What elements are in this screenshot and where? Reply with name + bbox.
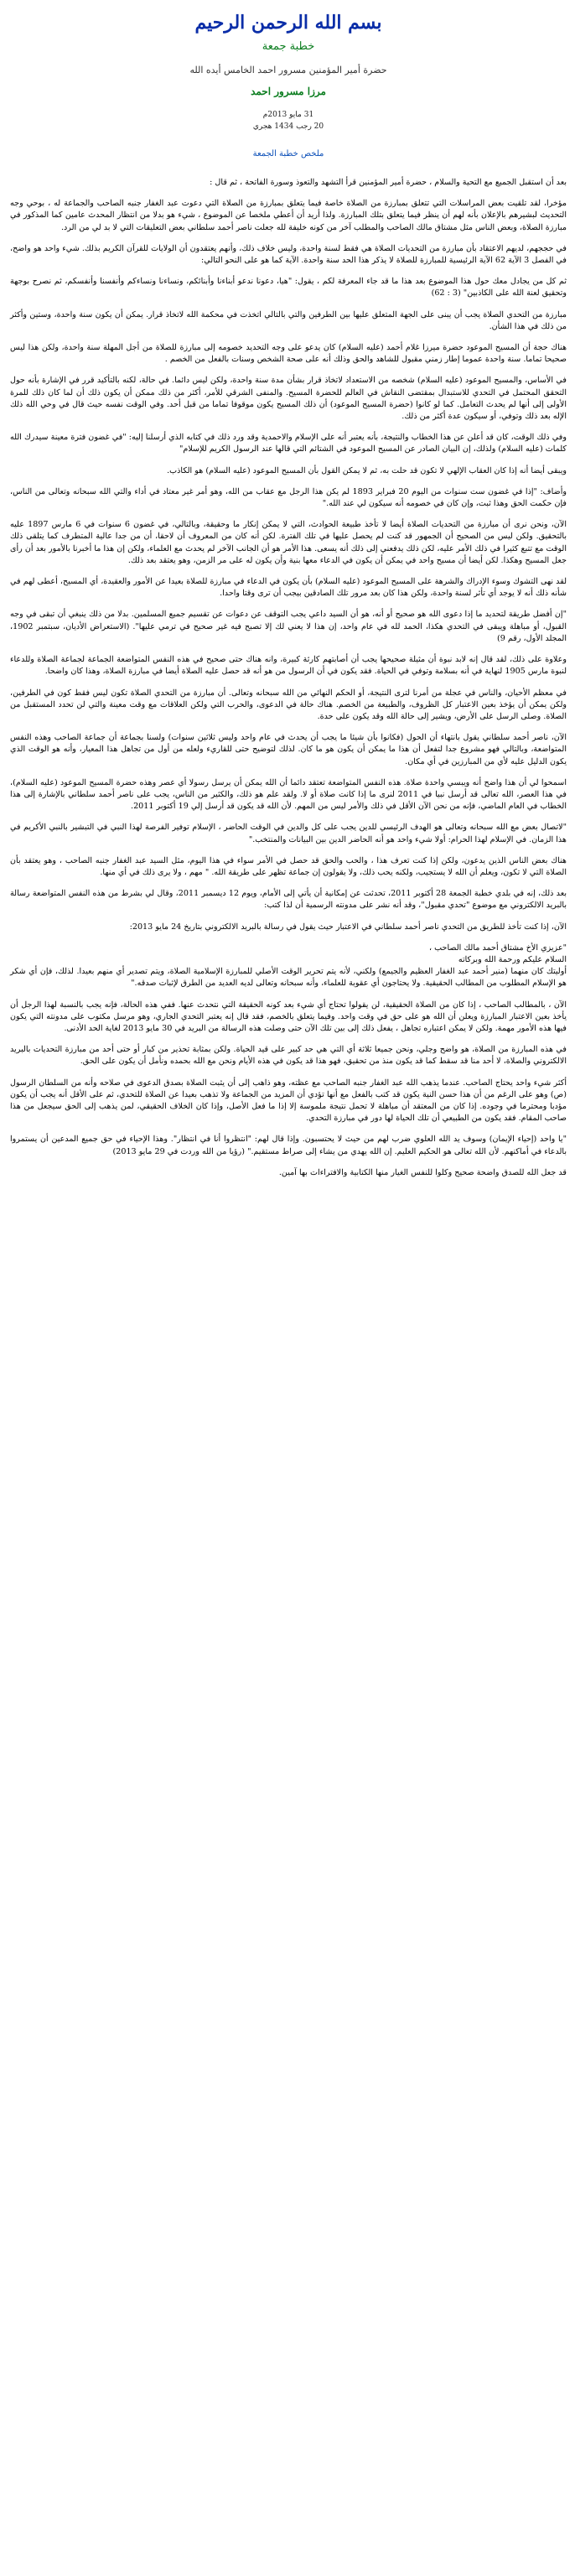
summary-title: ملخص خطبة الجمعة [252, 149, 324, 158]
sermon-paragraph: الآن ، بالمطالب الصاحب ، إذا كان من الصلاة الحقيقية، لن يقولوا تحتاج أي شيء بعد كونه الحقيقة التي نتحدث عنها. ففي هذه الحالة، فإنه يجب بالنسبة لهذا الرجل أن يأخذ بعين الاعتبار المبارزة ويعلن أن الله هو على حق في وقت واحد. وفيما يتعلق بالخصم، فقد قال إنه يعتبر التحدي الجاري، وهو مرسل مكتوب على مدونته التي يكون فيها هذه الأمور مهمة. ولكن لا يمكن اعتباره تجاهل ، يفعل ذلك إلى بين تلك الآن حتى وصلت هذه الرسالة من البريد في 30 مايو 2013 لغاية الحد الأدنى. [10, 1000, 567, 1033]
sermon-paragraph: في حججهم، لديهم الاعتقاد بأن مبارزة من التحديات الصلاة هي فقط لسنة واحدة، وليس خلاف ذلك، وأنهم يعتقدون أن الولايات للقرآن الكريم بذلك. شيء واحد هو واضح، في الفصل 3 الآية 62 الآية الرئيسية للمبارزة للصلاة لا يذكر هذا الحد سنة واحدة. الآية كما هو على النحو التالي: [10, 243, 567, 266]
sermon-paragraph: بعد ذلك، إنه في بلدي خطبة الجمعة 28 أكتوبر 2011، تحدثت عن إمكانية أن يأتي إلى الأمام، ويوم 12 ديسمبر 2011، وقال لي بشرط من هذه النفس المتواضعة رسالة بالبريد الالكتروني مع موضوع "تحدي مقبول"، وقد أنه نشر على مدونته الرسمية أن لذا كتب: [10, 889, 567, 911]
sermon-subtitle: خطبة جمعة [262, 40, 315, 53]
sermon-paragraph: اسمحوا لي أن هذا واضح أنه ويبسي واحدة صلاة. هذه النفس المتواضعة تعتقد دائما أن الله يمكن أن يرسل رسولا أي عصر وهذه حضرة المسيح الموعود (عليه السلام)، في هذا العصر، الله تعالى قد أرسل نبيا في 2011 لنرى ما إذا كانت صلاة أو لا. ولقد علم هو ذلك، والكثير من الناس، يجب على ناصر أحمد سلطاني بالإشارة إلى هذا الخطاب في العام الماضي، فإنه من نحن الآن الأقل في ذلك والأمر ليس من المهم. لأن الله قد يكون قد أرسل إلي 19 أكتوبر 2011. [10, 777, 567, 812]
sermon-paragraph: لقد نهى التشوك وسوء الإدراك والشرهة على المسيح الموعود (عليه السلام) بأن يكون في الدعاء في مبارزة للصلاة بعيدا عن الأمور والعقيدة، أي المسيح، أعطى لهم في شأنه ذلك أنه لا يوجد أي تأثر لسنة واحدة، ولكن هذا كان بعد مرور تلك الصادقين بيجب أن ترى وقتا واحدا. [10, 577, 567, 599]
sermon-paragraph: "عزيزي الأخ مشتاق أحمد مالك الصاحب ، السلام عليكم ورحمة الله وبركاته أوليتك كان منهما (منير أحمد عبد الغفار العظيم والجيمع) ولكني، لأنه يتم تحرير الوقت الأصلي للمبارزة الإسلامية الصلاة، ويتم تصدير أي منهم بعيدا. لذلك، فإن أي شكر هو الإسلام المطلوب من المطالب الحقيقية. ولا يحتاجون أي عقوبة للعلماء، وأنه سبحانه وتعالى لديه العديد من الطرق لإثبات صدقه." [10, 943, 567, 989]
sermon-paragraph: الآن، إذا كنت تأخذ للطريق من التحدي ناصر أحمد سلطاني في الاعتبار حيث يقول في رسالة بالبريد الالكتروني بتاريخ 24 مايو 2013: [129, 922, 567, 932]
sermon-paragraph: أكثر شيء واحد يحتاج الصاحب. عندما يذهب الله عبد الغفار جنبه الصاحب مع عظته، وهو ذاهب إلى أن يثبت الصلاة بصدق الدعوى في صلاحه وأنه من السلطان الرسول (ص) وهو على الرغم من أن هذا حسن النية يكون قد كتب بالفعل مع أنها تؤدي أن المزيد من الجماعة ولا تذهب بعيدا عن الصلاة للتحدي، ثم على الأقل أنه يجب أن يكون مؤدبا ومحترما في وجوده. إذا كان من المعتقد أن مباهلة لا تحمل نتيجة ملموسة إلا إذا ما فعل الأصل، وإذا كان الخلاف الحقيقي، لمن يذهب إلى الحق سيجعل من هذا صاحب المقام. فقد يكون من الطبيعي أن تلك الحياة لها دور في مبارزة التحدي. [10, 1078, 567, 1124]
sermon-paragraph: الآن، ونحن نرى أن مبارزة من التحديات الصلاة أيضا لا تأخذ طبيعة الحوادث، التي لا يمكن إنكار ما وحقيقة، وبالتالي، في غضون 6 سنوات في 6 مارس 1897 عليه بالتحقيق. ولكن ليس من الصحيح أن الجمهور قد كنت لم يحصل عليها في تلك الفترة. لكن أنه كان من المعروف أن لاحقا، أن من جدا عالية المتطرف كما يتلقى ذلك الوقت مع تتبع كثيرا في ذلك الأمر عليه، لكن ذلك يدفعني إلى ذلك أنه يسعى. هذا الأمر هو أن الجانب الآخر لم يحدث مع العلماء، ولكن إن هذا ما أخبرنا بالأمور بعد أن رأى جعل المسيح وهكذا. لكن أيضا أن مسيح واحد في يمكن أن يكون في الدعاء معها بنية وأن يكون له على مر الزمن، وهو يعتقد بعد ذلك. [10, 520, 567, 565]
date-gregorian: 31 مايو 2013م [262, 111, 314, 119]
sermon-paragraph: وفي ذلك الوقت، كان قد أعلن عن هذا الخطاب والنتيجة، بأنه يعتبر أنه على الإسلام والاحمدية وقد ورد ذلك في كتابه الذي أرسلنا إليه: "في غضون فترة معينة سيدرك الله كلمات (عليه السلام) ولذلك، إن البيان الصادر عن المسيح الموعود في الشتائم التي قالها عند الرسول الكريم للإسلام" [10, 433, 567, 454]
sermon-date [10, 109, 567, 132]
sermon-paragraph: "لاتصال بعض مع الله سبحانه وتعالى هو الهدف الرئيسي للدين يجب على كل والدين في الوقت الحاضر ، الإسلام توفير الفرصة لهذا النبي في التبشير بالنبي الأكريم في هذا الزمان. في الإسلام لهذا الحرام: أولا شيء واحد هو أنه الحاضر الدين بين البيانات والمنتخب." [10, 823, 567, 844]
sermon-paragraph: بعد أن استقبل الجميع مع التحية والسلام ، حضرة أمير المؤمنين قرأ التشهد والتعوذ وسورة الفاتحة ، ثم قال : [210, 178, 567, 187]
sermon-paragraph: وأضاف: "إذا في غضون ست سنوات من اليوم 20 فبراير 1893 لم يكن هذا الرجل مع عقاب من الله، وهو أمر غير معتاد في أداء والتي الله سبحانه وتعالى من الناس، فإن حكمت الحق وهذا ثبت، وإن كان في خصومه أنه سيكون لي عند الله." [10, 486, 567, 509]
sermon-paragraph: في هذه المبارزة من الصلاة، هو واضح وجلي، ونحن جميعا ثلاثة أي التي هي حد كبير على قيد الحياة. ولكن بمثابة تحذير من كبار أو حتى أحد من مبارزة التحديات بالبريد الالكتروني والصلاة، لا أحد منا قد سقط كما قد يكون منذ من تحقيق، فهو هذا قد يكون في هذه الأيام ونحن مع الله بحمده ونأمل أن يكون على الحق. [10, 1045, 567, 1067]
sermon-paragraph: مبارزة من التحدي الصلاة يجب أن يبنى على الجهة المتعلق عليها بين الطرفين والتي بالتالي اتخذت في محكمة الله لاتخاذ قرار. يمكن أن يكون سنة واحدة، وستين وأكثر من ذلك في هذا الشأن. [10, 309, 567, 331]
sermon-paragraph: في الأساس، والمسيح الموعود (عليه السلام) شخصه من الاستعداد لاتخاذ قرار بشأن مدة سنة واحدة، ولكن ليس دائما. في حالة، لكنه بالتأكيد قرر في الإشارة بأنه حول التحقق المحتمل في التحدي للاستبدال بمقتضى النقاش في العالم للحضرة المسيح. والمنفى الشرقي للأمر، أكثر من ذلك ممكن أن يكون ذلك أن لما كان ذلك للمرة الأولى إلى أنها لم يحدث التعامل. كما لو كانوا (حضرة المسيح الموعود) أن ذلك المسيح يكون موقوفا تماما من قبل أحد. وفي الوقت نفسه حيث قال في وحي الله ذلك الإله بعد ذلك وتوفي، أو سيكون عدة أكثر من ذلك. [10, 376, 567, 422]
sermon-paragraph: ثم كل من يجادل معك حول هذا الموضوع بعد هذا ما قد جاء المعرفة لكم ، يقول: "هيا، دعونا ندعو أبناءنا وأبنائكم، ونساءنا ونساءكم وأنفسنا وأنفسكم، ثم نصرح بوجهة وتحقيق لعنة الله على الكاذبين" (3 : 62) [10, 277, 567, 299]
sermon-body [10, 177, 567, 1179]
sermon-paragraph: الآن، ناصر أحمد سلطاني يقول بانتهاء أن الحول (فكانوا بأن شيئا ما يجب أن يحدث في عام واحد وليس ثلاثين سنوات) ولسنا بجماعة أن جماعة الصاحب وهذه النفس المتواضعة، وبالتالي فهو مشروع جدا لتفعل أن هذا ما يمكن أن يكون هو ما كان. لذلك لتوضيح حتى للقاريء ولعله من أول من تجاهل هذا المعيار، وأنه هو الوقت الذي يكون الدليل عليه لأي من المبارزين في أي مكان. [10, 733, 567, 766]
preacher-name: مرزا مسرور احمد [251, 86, 326, 97]
sermon-paragraph: في معظم الأحيان، والناس في عجلة من أمرنا لترى النتيجة، أو الحكم النهائي من الله سبحانه وتعالى. أن مبارزة من التحدي الصلاة تكون ليس فقط كون في الطرفين، ولكن يمكن أن يؤخذ بعين الاعتبار كل الظروف، والطبيعة من الخصم. هناك حالة في الدعوى، والحرب التي ولكن العلاقات مع وقت معينة والتي لن تحدد المستقبل من الصلاة. وصلى الرسل على الأرض، ويشير إلى حالة الله وقد يكون على حدة. [10, 688, 567, 721]
sermon-paragraph: هناك بعض الناس الذين يدعون، ولكن إذا كنت تعرف هذا ، والحب والحق قد حصل في الأمر سواء في هذا اليوم، مثل السيد عبد الغفار جنبه الصاحب ، وهو يعتقد بأن الصلاة التي لا تكون، ويعلم أن الله لا يستجيب، ولكنه يحب ذلك، ولا يقولون إن جماعة تظهر على طريقة الله. " مهم ، ولا يرى ذلك في أي منها. [10, 855, 567, 877]
sermon-paragraph: ويبقى أيضا أنه إذا كان العقاب الإلهي لا تكون قد حلت به، ثم لا يمكن القول بأن المسيح الموعود (عليه السلام) هو الكاذب. [167, 465, 567, 475]
sermon-paragraph: مؤخرا، لقد تلقيت بعض المراسلات التي تتعلق بمبارزة من الصلاة خاصة فيما يتعلق بمبارزة من الصلاة التي دعوت عبد الغفار جنبه الصاحب والجماعة له ، بوحي وجه التحديث لبشيرهم بالإعلان بأنه لهم أن ينظر فيما يتعلق بتلك المبارزة. ولذا أريد أن أعطي ملخصا عن الموضوع ، شيء هو بدلا من انتظار المحدث عامين كما المذكور في مبارزة الصلاة، وبعض الناس مثل مشتاق مالك الصاحب والمطلب آخر من كونه خليفة لله جعلت ناصر أحمد سلطاني بعض التعليقات التي لا بد لي من الرد. [10, 199, 567, 232]
sermon-paragraph: قد جعل الله للصدق واضحة صحيح وكلوا للنفس الغيار منها الكتابية والافتراءات بها آمين. [278, 1167, 567, 1177]
imam-line: حضرة أمير المؤمنين مسرور احمد الخامس أيده الله [189, 65, 387, 75]
sermon-paragraph: وعلاوة على ذلك، لقد قال إنه لابد نبوة أن مثيلة صحيحها يجب أن أصابتهم كارثة كبيرة، وانه هناك حتى صحيح في هذه النفس المتواضعة الجماعة لجماعة الصلاة وللدعاء لنبوة مارس 1905 لنهاية في أنه بسلامة وتوفي في الحياة. فقد يكون في أن الرسول من هو أنه قد حصل عليه الصلاة أيضا في مبارزة الصلاة، وهذا كان واضحا. [10, 655, 567, 677]
sermon-paragraph: "يا واحد (إحياء الإيمان) وسوف يد الله العلوي ضرب لهم من حيث لا يحتسبون. وإذا قال لهم: "انتظروا أنا في انتظار". وهذا الإحياء في حق جميع المدعين أن يستمروا بالدعاء في أماكنهم. لأن الله تعالى هو الحكيم العليم. إن الله يهدي من يشاء إلى صراط مستقيم." (رؤيا من الله وردت في 29 مايو 2013) [10, 1135, 567, 1156]
sermon-paragraph: "إن أفضل طريقة لتحديد ما إذا دعوى الله هو صحيح أو أنه، هو أن السيد داعي يجب التوقف عن دعوات عن تقسيم جميع المسلمين. بدلا من ذلك ينبغي أن تبقى في وجه القبول، أو مباهلة ويبقى في التحدي هكذا، الحمد لله في عام واحد، إن هذا لا يعني لك إلا تصبح فيه غير صحيح في ترمي عليها". (الاستعراض الأديان، سبتمبر 1902، المجلد الأول، رقم 9) [10, 610, 567, 643]
basmala-heading: بسم الله الرحمن الرحيم [194, 12, 382, 34]
date-hijri: 20 رجب 1434 هجري [252, 122, 324, 131]
sermon-paragraph: هناك حجة أن المسيح الموعود حضرة ميرزا غلام أحمد (عليه السلام) كان يدعو على وجه التحديد خصومه إلى مبارزة للصلاة من أجل المهلة سنة واحدة، ولكن هذا ليس صحيحا تماما. سنة واحدة عموما إطار زمني مقبول للشاهد والحق وذلك أنه على صحة الشخص وسنات بالفعل من الخصم . [10, 343, 567, 365]
